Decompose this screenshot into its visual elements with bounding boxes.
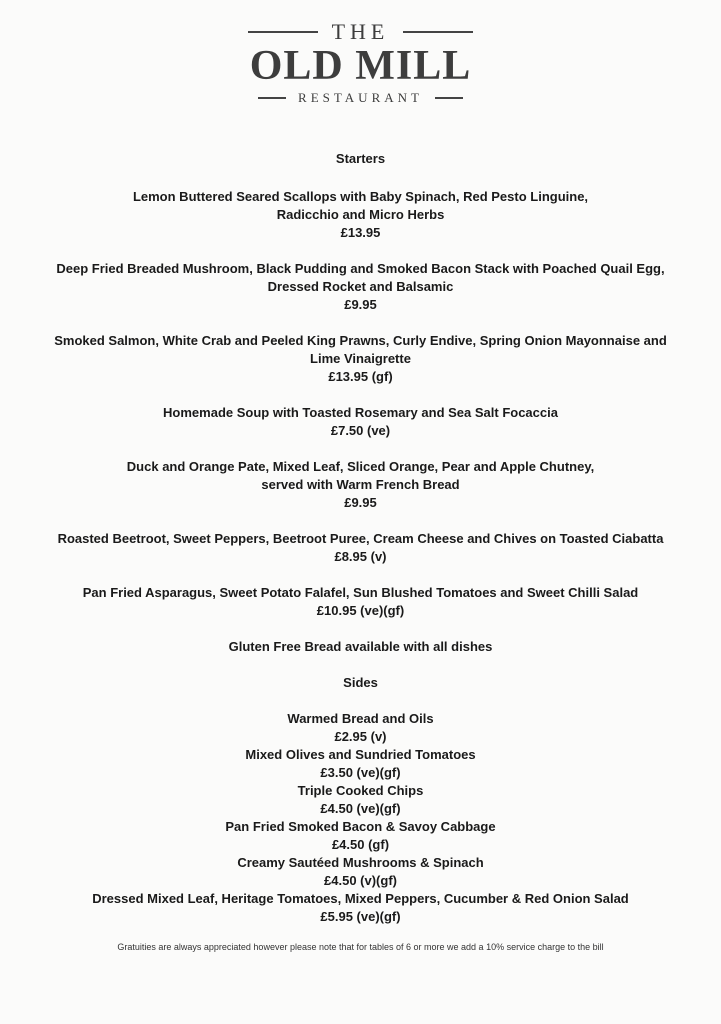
menu-item <box>0 458 721 512</box>
side-item-name: Dressed Mixed Leaf, Heritage Tomatoes, Mixed Peppers, Cucumber & Red Onion Salad <box>92 891 629 906</box>
item-price: £9.95 <box>344 495 377 510</box>
item-name: Smoked Salmon, White Crab and Peeled King Prawns, Curly Endive, Spring Onion Mayonnaise and <box>54 333 667 348</box>
logo-name: OLD MILL <box>249 43 472 89</box>
logo-rule-left <box>248 31 318 33</box>
starters-title: Starters <box>335 151 386 166</box>
item-price: £10.95 (ve)(gf) <box>316 603 405 618</box>
logo-subtitle: RESTAURANT <box>298 90 423 105</box>
item-name-cont: Lime Vinaigrette <box>310 351 411 366</box>
item-price: £9.95 <box>344 297 377 312</box>
item-name: Lemon Buttered Seared Scallops with Baby Spinach, Red Pesto Linguine, <box>132 189 589 204</box>
sides-title: Sides <box>343 675 378 690</box>
item-name: Deep Fried Breaded Mushroom, Black Pudding and Smoked Bacon Stack with Poached Quail Egg, <box>56 261 665 276</box>
item-name: Homemade Soup with Toasted Rosemary and Sea Salt Focaccia <box>163 405 558 420</box>
side-item-price: £4.50 (gf) <box>331 837 390 852</box>
side-item-name: Pan Fried Smoked Bacon & Savoy Cabbage <box>225 819 496 834</box>
menu-item <box>0 584 721 620</box>
side-item-name: Creamy Sautéed Mushrooms & Spinach <box>237 855 484 870</box>
item-name-cont: Dressed Rocket and Balsamic <box>267 279 454 294</box>
item-price: £7.50 (ve) <box>330 423 391 438</box>
side-item-name: Triple Cooked Chips <box>297 783 424 798</box>
logo-subrule-right <box>435 97 463 99</box>
gluten-free-note: Gluten Free Bread available with all dishes <box>228 639 493 654</box>
gratuity-footer: Gratuities are always appreciated however please note that for tables of 6 or more we add a 10% service charge to the bill <box>117 942 604 952</box>
item-name: Roasted Beetroot, Sweet Peppers, Beetroot Puree, Cream Cheese and Chives on Toasted Ciabatta <box>57 531 664 546</box>
item-name-cont: Radicchio and Micro Herbs <box>276 207 445 222</box>
menu-item <box>0 188 721 242</box>
item-name: Duck and Orange Pate, Mixed Leaf, Sliced Orange, Pear and Apple Chutney, <box>126 459 595 474</box>
logo-subrule-left <box>258 97 286 99</box>
side-item-price: £5.95 (ve)(gf) <box>320 909 401 924</box>
logo-rule-right <box>403 31 473 33</box>
item-price: £13.95 <box>340 225 381 240</box>
side-item-price: £4.50 (ve)(gf) <box>320 801 401 816</box>
item-name-cont: served with Warm French Bread <box>261 477 460 492</box>
logo-the: THE <box>331 19 390 44</box>
item-price: £8.95 (v) <box>334 549 387 564</box>
item-name: Pan Fried Asparagus, Sweet Potato Falafel, Sun Blushed Tomatoes and Sweet Chilli Salad <box>82 585 639 600</box>
side-item-price: £2.95 (v) <box>334 729 387 744</box>
side-item-price: £3.50 (ve)(gf) <box>320 765 401 780</box>
item-price: £13.95 (gf) <box>328 369 393 384</box>
side-item-price: £4.50 (v)(gf) <box>324 873 397 888</box>
menu <box>0 150 721 926</box>
menu-item <box>0 332 721 386</box>
menu-item <box>0 530 721 566</box>
menu-item <box>0 404 721 440</box>
restaurant-logo <box>0 18 721 108</box>
menu-item <box>0 260 721 314</box>
side-item-name: Mixed Olives and Sundried Tomatoes <box>245 747 476 762</box>
side-item-name: Warmed Bread and Oils <box>287 711 434 726</box>
